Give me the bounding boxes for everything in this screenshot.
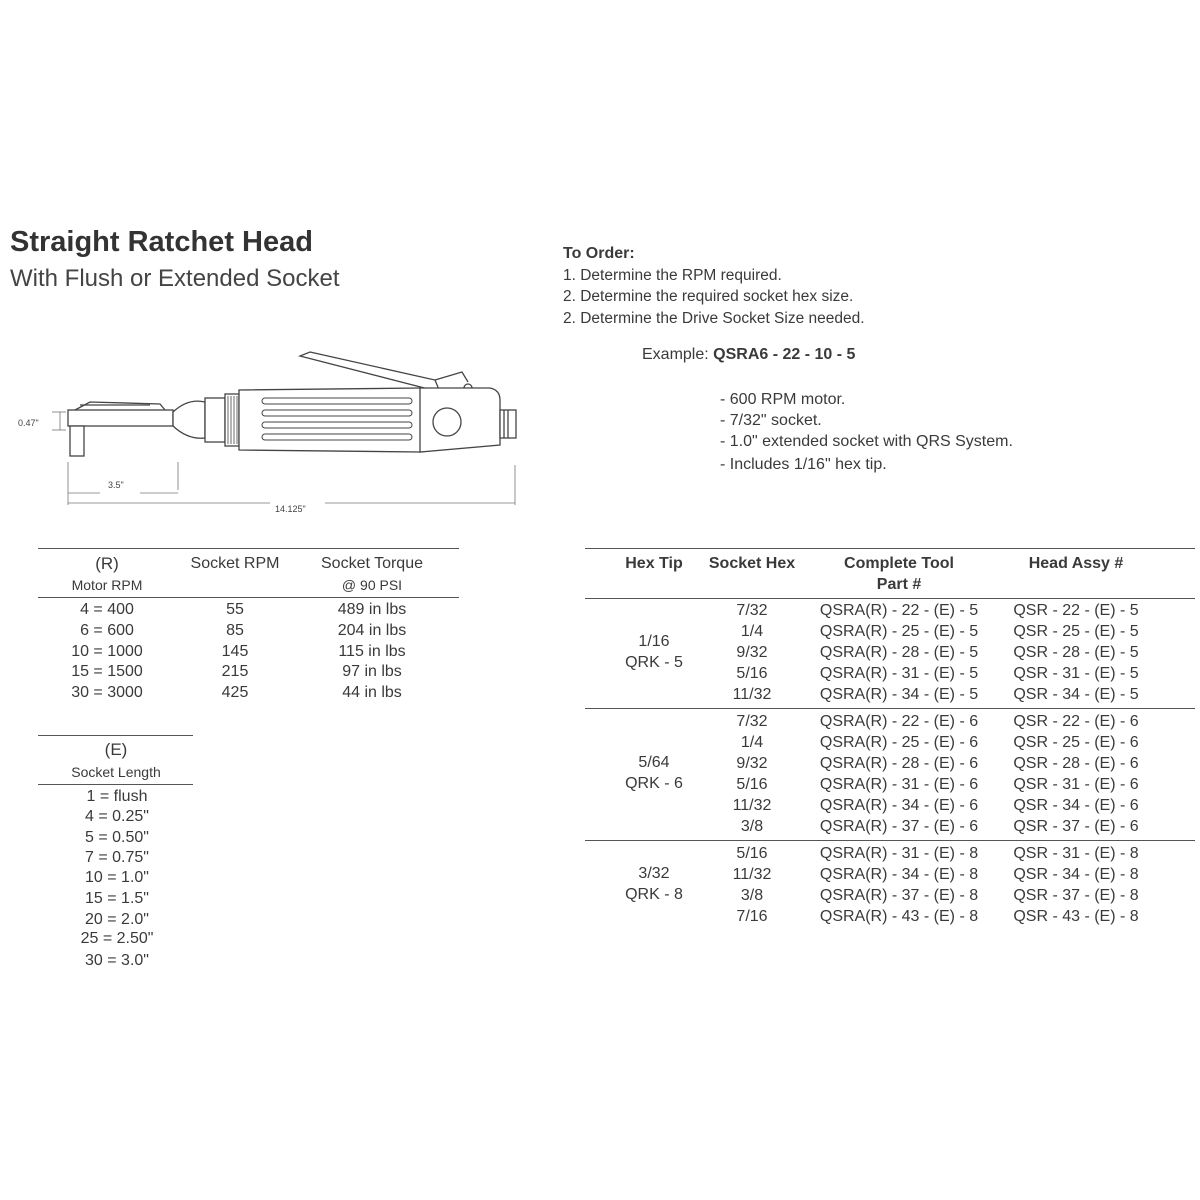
- table-rule: [585, 598, 1195, 599]
- example-code: QSRA6 - 22 - 10 - 5: [713, 346, 856, 363]
- group-rule: [585, 840, 1195, 841]
- list-item: 10 = 1.0": [85, 869, 149, 886]
- table-rule: [38, 784, 193, 785]
- to-order-step: 1. Determine the RPM required.: [563, 266, 782, 284]
- table-cell: 44 in lbs: [342, 684, 402, 702]
- table-cell: 5/16: [736, 665, 768, 682]
- table-cell: 11/32: [732, 686, 772, 703]
- table-cell: 9/32: [736, 755, 768, 772]
- example-note: - Includes 1/16" hex tip.: [720, 456, 887, 473]
- table-cell: 7/32: [736, 602, 768, 619]
- table-cell: 5/16: [736, 776, 768, 793]
- example-notes: [720, 389, 1013, 475]
- table-cell: QSRA(R) - 22 - (E) - 5: [819, 602, 979, 619]
- table-cell: QSR - 28 - (E) - 6: [1013, 755, 1139, 772]
- table-cell: QSRA(R) - 28 - (E) - 5: [819, 644, 979, 661]
- table-cell: 1/4: [740, 623, 764, 640]
- table-cell: QSRA(R) - 37 - (E) - 6: [819, 818, 979, 835]
- table-cell: 97 in lbs: [342, 663, 402, 681]
- table-cell: QSRA(R) - 34 - (E) - 6: [819, 797, 979, 814]
- table-cell: 11/32: [732, 797, 772, 814]
- table-cell: QSR - 34 - (E) - 6: [1013, 797, 1139, 814]
- table-cell: 7/32: [736, 713, 768, 730]
- header-head-assy: Head Assy #: [1028, 555, 1124, 572]
- page-title: Straight Ratchet Head: [10, 226, 313, 258]
- table-cell: 6 = 600: [80, 621, 134, 639]
- example-line: [642, 346, 855, 364]
- list-item: 5 = 0.50": [85, 829, 149, 846]
- to-order-block: [563, 243, 865, 329]
- page-subtitle: With Flush or Extended Socket: [10, 265, 340, 292]
- table-cell: QSRA(R) - 31 - (E) - 8: [819, 845, 979, 862]
- table-cell: QSRA(R) - 34 - (E) - 5: [819, 686, 979, 703]
- header-psi: @ 90 PSI: [341, 577, 403, 593]
- header-socket-length: Socket Length: [71, 764, 161, 780]
- table-cell: QSRA(R) - 25 - (E) - 6: [819, 734, 979, 751]
- table-cell: 11/32: [732, 866, 772, 883]
- header-r: (R): [95, 554, 119, 573]
- table-cell: QSR - 37 - (E) - 6: [1013, 818, 1139, 835]
- list-item: 25 = 2.50": [80, 930, 154, 947]
- kit-cell: QRK - 5: [625, 653, 683, 671]
- table-cell: QSR - 34 - (E) - 8: [1013, 866, 1139, 883]
- table-cell: 204 in lbs: [337, 621, 407, 639]
- table-cell: 55: [226, 601, 244, 618]
- header-socket-torque: Socket Torque: [321, 555, 423, 572]
- list-item: 4 = 0.25": [85, 808, 149, 825]
- table-cell: QSR - 34 - (E) - 5: [1013, 686, 1139, 703]
- table-cell: QSRA(R) - 28 - (E) - 6: [819, 755, 979, 772]
- table-cell: QSR - 28 - (E) - 5: [1013, 644, 1139, 661]
- kit-cell: QRK - 6: [625, 775, 683, 792]
- list-item: 7 = 0.75": [85, 849, 149, 866]
- table-cell: 9/32: [736, 644, 768, 661]
- table-cell: QSR - 31 - (E) - 8: [1013, 845, 1139, 862]
- table-cell: QSRA(R) - 37 - (E) - 8: [819, 887, 979, 904]
- table-cell: QSR - 37 - (E) - 8: [1013, 887, 1139, 904]
- table-cell: QSRA(R) - 22 - (E) - 6: [819, 713, 979, 730]
- header-part-number: Part #: [876, 576, 922, 593]
- table-cell: 85: [226, 621, 244, 639]
- height-dimension: 0.47": [18, 418, 39, 428]
- header-socket-rpm: Socket RPM: [190, 555, 280, 572]
- list-item: 20 = 2.0": [85, 911, 149, 928]
- kit-cell: QRK - 8: [625, 886, 683, 903]
- table-cell: 4 = 400: [80, 601, 134, 618]
- table-cell: QSR - 31 - (E) - 5: [1013, 665, 1139, 682]
- table-cell: 1/4: [740, 734, 764, 751]
- table-rule: [38, 735, 193, 736]
- to-order-step: 2. Determine the required socket hex size.: [563, 288, 854, 305]
- list-item: 30 = 3.0": [85, 952, 149, 969]
- ratchet-tool-drawing: [0, 330, 560, 530]
- table-cell: QSRA(R) - 31 - (E) - 6: [819, 776, 979, 793]
- group-rule: [585, 708, 1195, 709]
- table-rule: [38, 597, 459, 598]
- example-label: Example:: [642, 346, 709, 363]
- header-socket-hex: Socket Hex: [708, 555, 796, 572]
- header-e: (E): [104, 740, 128, 759]
- table-cell: 7/16: [736, 908, 768, 925]
- table-cell: 3/8: [740, 887, 764, 904]
- header-hex-tip: Hex Tip: [625, 555, 683, 572]
- table-cell: 115 in lbs: [338, 642, 406, 660]
- to-order-heading: To Order:: [563, 245, 635, 262]
- hex-tip-cell: 5/64: [638, 754, 670, 771]
- table-cell: QSR - 22 - (E) - 5: [1013, 602, 1139, 619]
- table-cell: QSR - 25 - (E) - 6: [1013, 734, 1139, 751]
- table-cell: QSR - 31 - (E) - 6: [1013, 776, 1139, 793]
- example-note: - 600 RPM motor.: [720, 391, 846, 408]
- table-cell: QSR - 22 - (E) - 6: [1013, 713, 1139, 730]
- table-cell: 15 = 1500: [71, 663, 143, 681]
- table-cell: 425: [221, 684, 249, 702]
- table-rule: [585, 548, 1195, 549]
- header-complete-tool: Complete Tool: [844, 555, 954, 572]
- table-cell: 215: [221, 663, 249, 681]
- table-cell: QSRA(R) - 34 - (E) - 8: [819, 866, 979, 883]
- table-cell: QSR - 43 - (E) - 8: [1013, 908, 1139, 925]
- example-note: - 1.0" extended socket with QRS System.: [720, 433, 1013, 450]
- table-cell: QSRA(R) - 43 - (E) - 8: [819, 908, 979, 925]
- table-cell: QSRA(R) - 25 - (E) - 5: [819, 623, 979, 640]
- table-cell: 489 in lbs: [337, 601, 407, 618]
- table-cell: QSR - 25 - (E) - 5: [1013, 623, 1139, 640]
- example-note: - 7/32" socket.: [720, 412, 822, 429]
- table-cell: 3/8: [740, 818, 764, 835]
- table-cell: 10 = 1000: [71, 642, 143, 660]
- header-motor-rpm: Motor RPM: [71, 577, 143, 593]
- list-item: 1 = flush: [86, 788, 148, 805]
- table-cell: 5/16: [736, 845, 768, 862]
- table-cell: 30 = 3000: [71, 684, 143, 702]
- table-cell: QSRA(R) - 31 - (E) - 5: [819, 665, 979, 682]
- hex-tip-cell: 3/32: [638, 865, 670, 882]
- to-order-step: 2. Determine the Drive Socket Size needed.: [563, 309, 865, 327]
- table-rule: [38, 548, 459, 549]
- hex-tip-cell: 1/16: [638, 632, 670, 650]
- short-dimension: 3.5": [108, 480, 124, 490]
- table-cell: 145: [221, 642, 249, 660]
- long-dimension: 14.125": [275, 504, 306, 514]
- list-item: 15 = 1.5": [85, 890, 149, 907]
